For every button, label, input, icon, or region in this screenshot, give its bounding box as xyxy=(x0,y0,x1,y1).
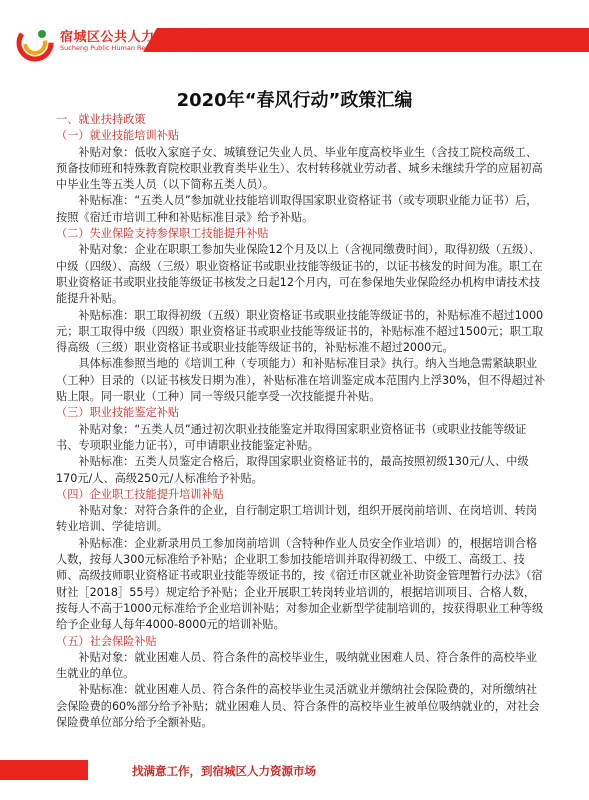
org-name-en: Sucheng Public Human Resources Market xyxy=(60,44,195,52)
org-logo-icon xyxy=(14,22,56,64)
paragraph: 补贴对象：企业在职职工参加失业保险12个月及以上（含视同缴费时间），取得初级（五级）、中级（四级）、高级（三级）职业资格证书或职业技能等级证书的，以证书核发的时间为准。职工在职业资格证书或职业技能等级证书核发之日起12个月内，可在参保地失业保险经办机构申请技术技能提升补贴。 xyxy=(56,243,543,306)
subsection-heading-4: （四）企业职工技能提升培训补贴 xyxy=(56,487,224,501)
paragraph: 补贴标准：五类人员鉴定合格后，取得国家职业资格证书的，最高按照初级130元/人、中级170元/人、高级250元/人标准给予补贴。 xyxy=(56,455,529,485)
paragraph: 补贴对象：低收入家庭子女、城镇登记失业人员、毕业年度高校毕业生（含技工院校高级工、预备技师班和特殊教育院校职业教育类毕业生）、农村转移就业劳动者、城乡未继续升学的应届初高中毕业生等五类人员（以下简称五类人员）。 xyxy=(56,145,543,192)
org-name: 宿城区公共人力资源市场 xyxy=(60,30,209,45)
subsection-heading-5: （五）社会保险补贴 xyxy=(56,634,157,648)
paragraph: 补贴标准：企业新录用员工参加岗前培训（含特种作业人员安全作业培训）的，根据培训合格人数，按每人300元标准给予补贴；企业职工参加技能培训并取得初级工、中级工、高级工、技师、高级技师职业资格证书或职业技能等级证书的，按《宿迁市区就业补助资金管理暂行办法》（宿财社［2018］55号）规定给予补贴；企业开展职工转岗转业培训的，根据培训项目、合格人数，按每人不高于1000元标准给予企业培训补贴；对参加企业新型学徒制培训的，按获得职业工种等级给予企业每人每年4000-8000元的培训补贴。 xyxy=(56,536,544,632)
section-heading: 一、就业扶持政策 xyxy=(56,113,146,126)
paragraph: 补贴对象：对符合条件的企业，自行制定职工培训计划，组织开展岗前培训、在岗培训、转岗转业培训、学徒培训。 xyxy=(56,504,538,534)
subsection-heading-1: （一）就业技能培训补贴 xyxy=(56,129,180,143)
page-title: 2020年“春风行动”政策汇编 xyxy=(176,90,413,111)
policy-content xyxy=(56,112,546,731)
subsection-heading-3: （三）职业技能鉴定补贴 xyxy=(56,406,180,420)
paragraph: 补贴对象：就业困难人员、符合条件的高校毕业生，吸纳就业困难人员、符合条件的高校毕业生就业的单位。 xyxy=(56,650,538,681)
footer xyxy=(0,760,589,784)
footer-slogan: 找满意工作，到宿城区人力资源市场 xyxy=(132,764,316,778)
paragraph: 补贴标准：“五类人员”参加就业技能培训取得国家职业资格证书（或专项职业能力证书）后，按照《宿迁市培训工种和补贴标准目录》给予补贴。 xyxy=(56,194,538,224)
subsection-heading-2: （二）失业保险支持参保职工技能提升补贴 xyxy=(56,227,269,241)
paragraph: 具体标准参照当地的《培训工种（专项能力）和补贴标准目录》执行。纳入当地急需紧缺职业（工种）目录的（以证书核发日期为准），补贴标准在培训鉴定成本范围内上浮30%，但不得超过补贴上限。同一职业（工种）同一等级只能享受一次技能提升补贴。 xyxy=(56,357,546,404)
header-red-band xyxy=(170,28,589,52)
paragraph: 补贴标准：职工取得初级（五级）职业资格证书或职业技能等级证书的，补贴标准不超过1000元；职工取得中级（四级）职业资格证书或职业技能等级证书的，补贴标准不超过1500元；职工取得高级（三级）职业资格证书或职业技能等级证书的，补贴标准不超过2000元。 xyxy=(56,308,544,355)
footer-red-band xyxy=(0,760,88,780)
header xyxy=(0,0,589,68)
paragraph: 补贴标准：就业困难人员、符合条件的高校毕业生灵活就业并缴纳社会保险费的，对所缴纳社会保险费的60%部分给予补贴；就业困难人员、符合条件的高校毕业生被单位吸纳就业的，对社会保险费单位部分给予全额补贴。 xyxy=(56,683,540,729)
paragraph: 补贴对象：“五类人员”通过初次职业技能鉴定并取得国家职业资格证书（或职业技能等级证书、专项职业能力证书），可申请职业技能鉴定补贴。 xyxy=(56,422,527,452)
